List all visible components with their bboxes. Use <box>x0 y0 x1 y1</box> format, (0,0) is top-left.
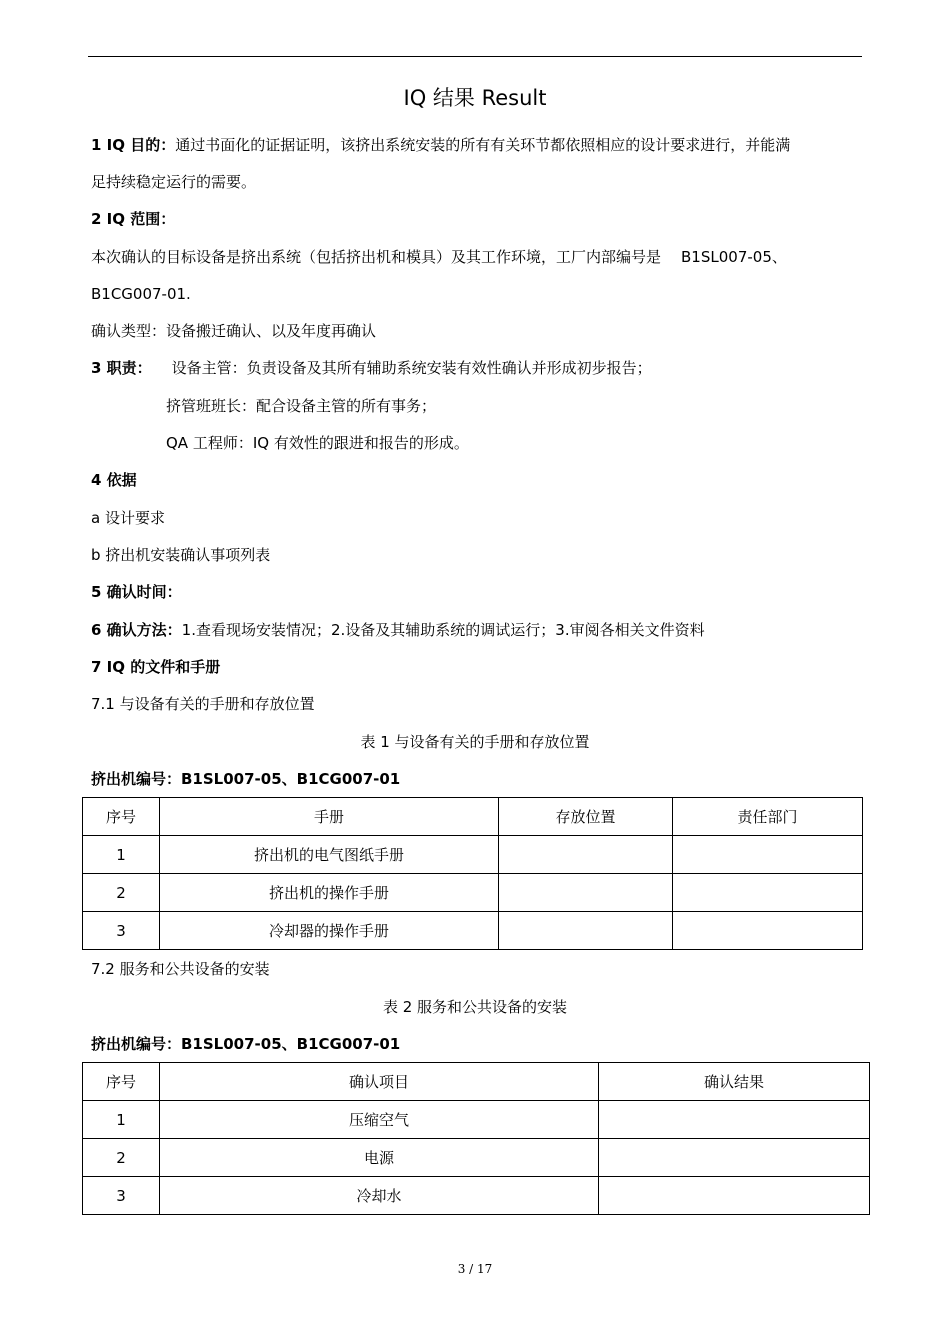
table-cell: 挤出机的操作手册 <box>160 874 499 912</box>
s7-sub2: 7.2 服务和公共设备的安装 <box>91 960 270 978</box>
table-row <box>83 874 863 912</box>
s4-a: a 设计要求 <box>91 509 165 527</box>
s4-b: b 挤出机安装确认事项列表 <box>91 546 271 564</box>
header-rule <box>88 56 862 57</box>
table1-machine: 挤出机编号：B1SL007-05、B1CG007-01 <box>91 770 401 788</box>
table-cell <box>599 1101 870 1139</box>
s1-line1 <box>91 135 790 155</box>
manuals-table <box>82 797 863 950</box>
table-cell <box>599 1177 870 1215</box>
table-cell <box>673 874 863 912</box>
s2-line1 <box>91 247 787 267</box>
table-row <box>83 1101 870 1139</box>
table-cell <box>499 874 673 912</box>
table-header-row <box>83 798 863 836</box>
table-cell: 电源 <box>160 1139 599 1177</box>
s7-sub1: 7.1 与设备有关的手册和存放位置 <box>91 695 315 713</box>
page-title: IQ 结果 Result <box>403 86 547 110</box>
table-cell: 冷却器的操作手册 <box>160 912 499 950</box>
services-table <box>82 1062 870 1215</box>
s6-label: 6 确认方法： <box>91 621 182 639</box>
s2-label: 2 IQ 范围： <box>91 210 176 228</box>
table-cell <box>499 836 673 874</box>
s1-text2: 足持续稳定运行的需要。 <box>91 173 257 191</box>
s2-text1: 本次确认的目标设备是挤出系统（包括挤出机和模具）及其工作环境，工厂内部编号是 <box>91 248 662 266</box>
s3-line1 <box>91 358 652 378</box>
s1-text1: 通过书面化的证据证明，该挤出系统安装的所有有关环节都依照相应的设计要求进行，并能满 <box>175 136 791 154</box>
table-row <box>83 1139 870 1177</box>
table1-caption: 表 1 与设备有关的手册和存放位置 <box>360 733 590 751</box>
table-cell: 3 <box>83 912 160 950</box>
header-cell: 责任部门 <box>673 798 863 836</box>
page-number: 3 / 17 <box>457 1262 493 1276</box>
table-cell <box>499 912 673 950</box>
s3-duty1: 设备主管：负责设备及其所有辅助系统安装有效性确认并形成初步报告； <box>171 359 652 377</box>
s7-label: 7 IQ 的文件和手册 <box>91 658 221 676</box>
table-cell: 1 <box>83 836 160 874</box>
table-row <box>83 836 863 874</box>
table2-caption: 表 2 服务和公共设备的安装 <box>382 998 568 1016</box>
s3-duty2: 挤管班班长：配合设备主管的所有事务； <box>166 397 437 415</box>
s1-label: 1 IQ 目的： <box>91 136 176 154</box>
table-cell: 2 <box>83 874 160 912</box>
s4-label: 4 依据 <box>91 471 137 489</box>
header-cell: 手册 <box>160 798 499 836</box>
header-cell: 存放位置 <box>499 798 673 836</box>
header-cell: 序号 <box>83 1063 160 1101</box>
table-cell: 2 <box>83 1139 160 1177</box>
table-cell <box>673 836 863 874</box>
table-cell <box>599 1139 870 1177</box>
table-cell <box>673 912 863 950</box>
table-cell: 1 <box>83 1101 160 1139</box>
s2-text2: B1CG007-01. <box>91 285 191 303</box>
s2-type: 确认类型：设备搬迁确认、以及年度再确认 <box>91 322 377 340</box>
header-cell: 序号 <box>83 798 160 836</box>
table-cell: 挤出机的电气图纸手册 <box>160 836 499 874</box>
table-row <box>83 1177 870 1215</box>
table-cell: 3 <box>83 1177 160 1215</box>
s6-line <box>91 620 705 640</box>
table-cell: 冷却水 <box>160 1177 599 1215</box>
s3-duty3: QA 工程师：IQ 有效性的跟进和报告的形成。 <box>166 434 469 452</box>
header-cell: 确认项目 <box>160 1063 599 1101</box>
s6-text: 1.查看现场安装情况；2.设备及其辅助系统的调试运行；3.审阅各相关文件资料 <box>181 621 705 639</box>
s3-label: 3 职责： <box>91 359 152 377</box>
header-cell: 确认结果 <box>599 1063 870 1101</box>
table2-machine: 挤出机编号：B1SL007-05、B1CG007-01 <box>91 1035 401 1053</box>
table-row <box>83 912 863 950</box>
table-cell: 压缩空气 <box>160 1101 599 1139</box>
s5-label: 5 确认时间： <box>91 583 182 601</box>
table-header-row <box>83 1063 870 1101</box>
s2-code1: B1SL007-05、 <box>681 248 787 266</box>
